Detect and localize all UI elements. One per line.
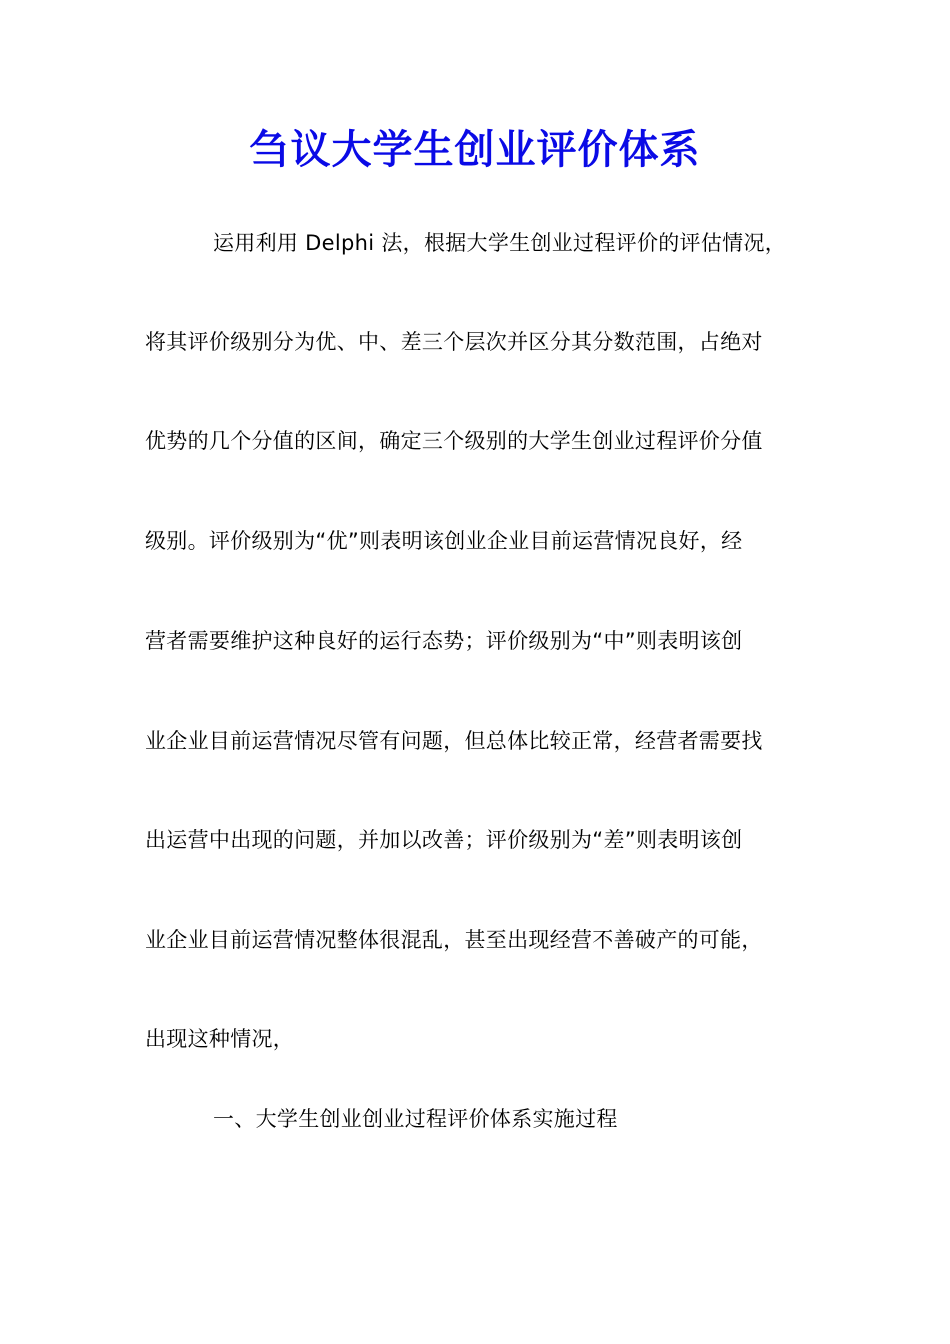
paragraph-line-8: 业企业目前运营情况整体很混乱，甚至出现经营不善破产的可能， (145, 928, 763, 952)
paragraph-line-1: 运用利用 Delphi 法，根据大学生创业过程评价的评估情况， (213, 231, 787, 255)
paragraph-line-9: 出现这种情况， (145, 1027, 295, 1051)
document-title: 刍议大学生创业评价体系 (249, 127, 701, 173)
paragraph-line-3: 优势的几个分值的区间，确定三个级别的大学生创业过程评价分值 (145, 429, 763, 453)
paragraph-line-2: 将其评价级别分为优、中、差三个层次并区分其分数范围，占绝对 (145, 330, 763, 354)
paragraph-line-4: 级别。评价级别为“优”则表明该创业企业目前运营情况良好，经 (145, 529, 743, 553)
paragraph-line-5: 营者需要维护这种良好的运行态势；评价级别为“中”则表明该创 (145, 629, 743, 653)
paragraph-line-7: 出运营中出现的问题，并加以改善；评价级别为“差”则表明该创 (145, 828, 743, 852)
section-heading: 一、大学生创业创业过程评价体系实施过程 (213, 1107, 618, 1131)
paragraph-line-6: 业企业目前运营情况尽管有问题，但总体比较正常，经营者需要找 (145, 729, 763, 753)
